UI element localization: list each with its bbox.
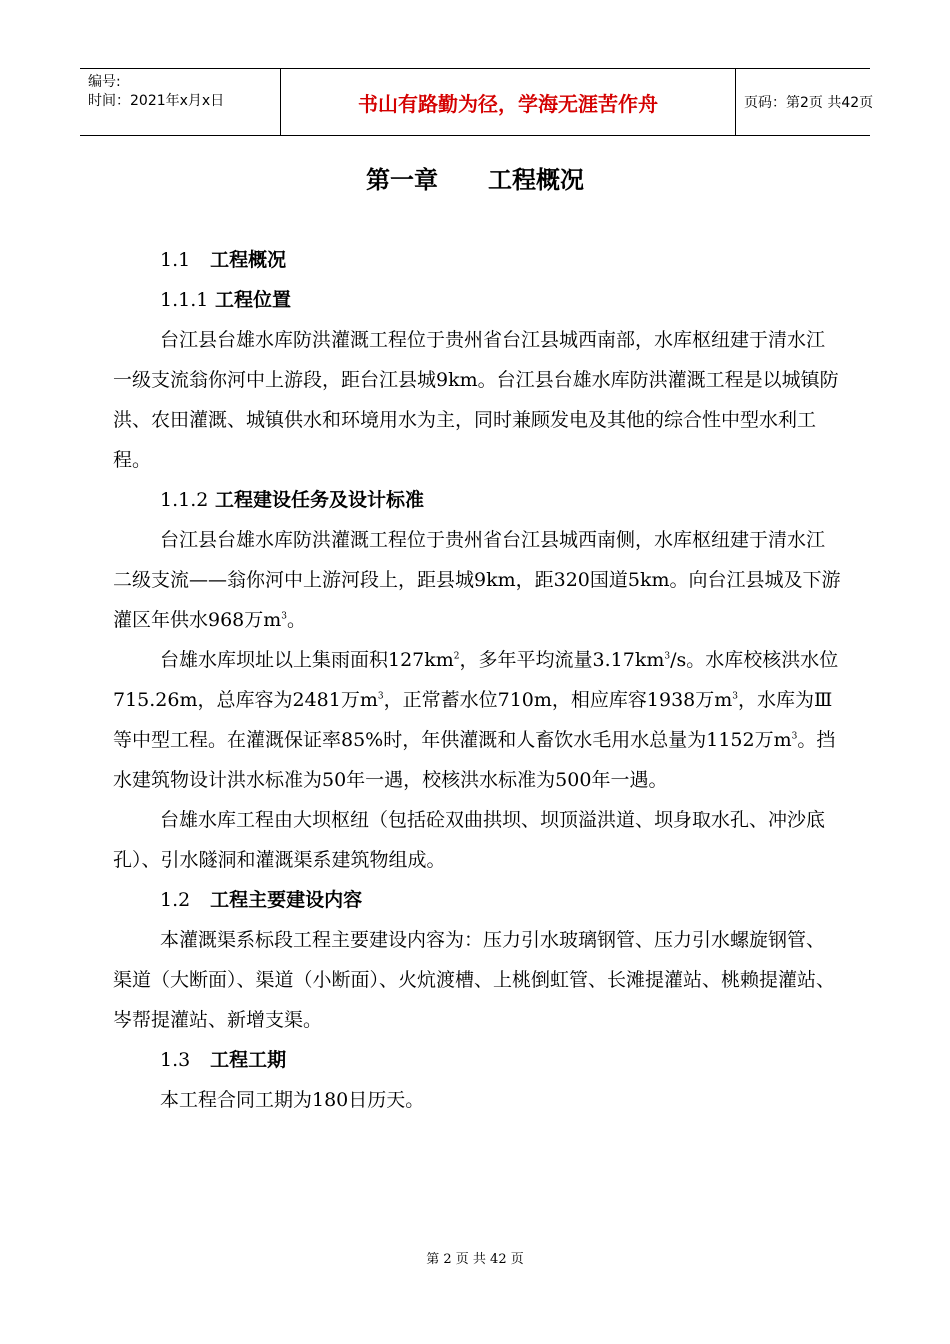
- time-label: 时间：2021年x月x日: [88, 93, 225, 109]
- paragraph: 本工程合同工期为180日历天。: [160, 1089, 425, 1111]
- header-meta: [80, 69, 280, 135]
- chapter-name: 工程概况: [488, 166, 584, 194]
- chapter-number: 第一章: [366, 166, 438, 194]
- paragraph: 本灌溉渠系标段工程主要建设内容为：压力引水玻璃钢管、压力引水螺旋钢管、渠道（大断面）、渠道（小断面）、火炕渡槽、上桃倒虹管、长滩提灌站、桃赖提灌站、岑帮提灌站、新增支渠。: [113, 929, 836, 1031]
- page-footer: 第 2 页 共 42 页: [426, 1252, 524, 1267]
- header-page-info: 页码：第2页 共42页: [744, 95, 874, 111]
- paragraph: 台雄水库坝址以上集雨面积$127km^2$，多年平均流量$3.17km^3/s$。水库校核洪水位715.26m，总库容为2481万$m^3$，正常蓄水位710m，相应库容1938万$m^3$，水库为Ⅲ等中型工程。在灌溉保证率85%时，年供灌溉和人畜饮水毛用水总量为1152万$m^3$。挡水建筑物设计洪水标准为50年一遇，校核洪水标准为500年一遇。: [113, 649, 839, 791]
- document-header: [80, 68, 874, 136]
- section-heading: 1.3 工程工期: [160, 1049, 287, 1071]
- chapter-title: [0, 160, 950, 195]
- paragraph: 台江县台雄水库防洪灌溉工程位于贵州省台江县城西南部，水库枢纽建于清水江一级支流翁你河中上游段，距台江县城9km。台江县台雄水库防洪灌溉工程是以城镇防洪、农田灌溉、城镇供水和环境用水为主，同时兼顾发电及其他的综合性中型水利工程。: [113, 329, 839, 471]
- document-body: [113, 240, 843, 1120]
- section-heading: 1.1.1 工程位置: [160, 289, 291, 311]
- header-motto: 书山有路勤为径，学海无涯苦作舟: [280, 69, 736, 135]
- section-heading: 1.1 工程概况: [160, 249, 287, 271]
- section-heading: 1.1.2 工程建设任务及设计标准: [160, 489, 424, 511]
- paragraph: 台江县台雄水库防洪灌溉工程位于贵州省台江县城西南侧，水库枢纽建于清水江二级支流——翁你河中上游河段上，距县城9km，距320国道5km。向台江县城及下游灌区年供水968万$m^3$。: [113, 529, 841, 631]
- section-heading: 1.2 工程主要建设内容: [160, 889, 363, 911]
- paragraph: 台雄水库工程由大坝枢纽（包括砼双曲拱坝、坝顶溢洪道、坝身取水孔、冲沙底孔）、引水隧洞和灌溉渠系建筑物组成。: [113, 809, 826, 871]
- number-label: 编号:: [88, 74, 121, 90]
